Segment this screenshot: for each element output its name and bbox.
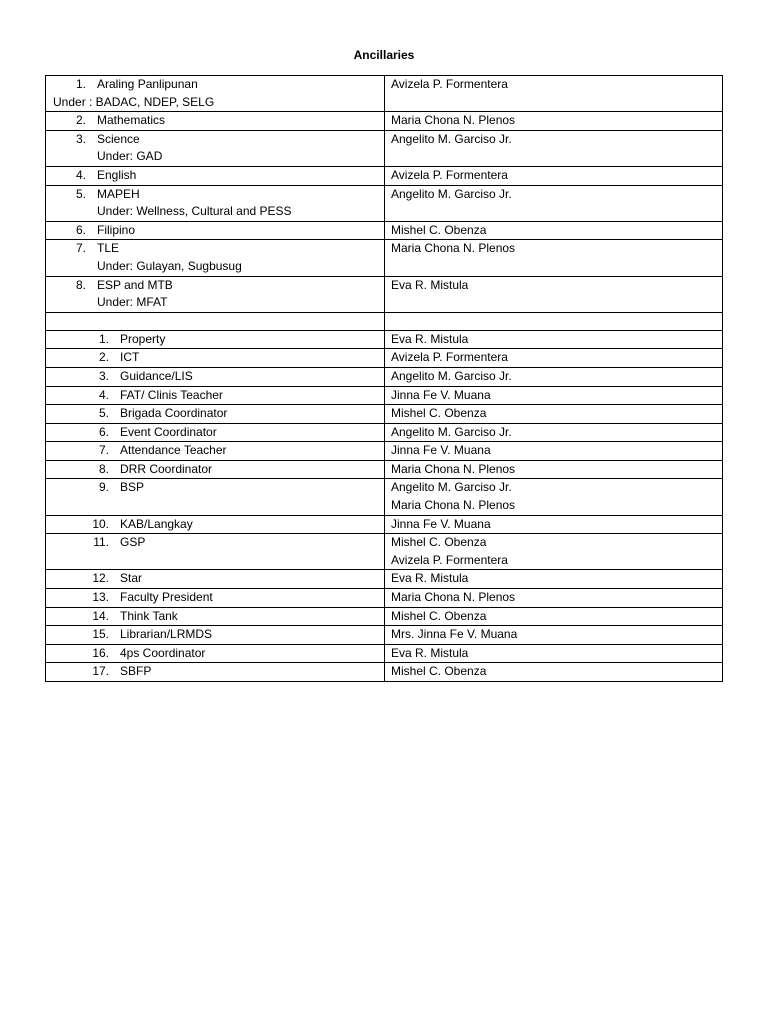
assignee-cell [385,221,723,240]
spacer-row [46,312,723,330]
item-number: 12. [92,571,109,586]
item-number: 3. [98,368,109,383]
subject-line [46,186,384,204]
table-row [46,607,723,626]
item-number: 10. [92,516,109,531]
ancillary-cell [46,405,385,424]
ancillary-label: KAB/Langkay [120,516,193,531]
subject-under-note: Under: MFAT [97,295,168,310]
table-row [46,515,723,534]
assignee-name: Maria Chona N. Plenos [391,113,516,128]
table-row [46,663,723,682]
assignee-name: Maria Chona N. Plenos [391,241,516,256]
ancillary-label: Guidance/LIS [120,368,193,383]
ancillary-cell [46,534,385,570]
ancillary-cell [46,442,385,461]
ancillary-line [46,570,384,588]
assignee-name: Angelito M. Garciso Jr. [391,480,512,495]
assignee-name: Mrs. Jinna Fe V. Muana [391,627,518,642]
assignee-cell [385,405,723,424]
assignee-name: Mishel C. Obenza [391,608,487,623]
assignee-name: Maria Chona N. Plenos [391,590,516,605]
empty-cell [46,312,385,330]
ancillary-label: Star [120,571,143,586]
subject-under-note: Under: GAD [97,149,163,164]
ancillary-line [46,663,384,681]
assignee-name: Mishel C. Obenza [391,535,487,550]
subject-line [46,131,384,149]
item-number: 4. [98,387,109,402]
ancillary-line [46,405,384,423]
table-row [46,240,723,276]
table-row [46,276,723,312]
assignee-cell [385,479,723,515]
table-row [46,130,723,166]
item-number: 6. [98,424,109,439]
item-number: 8. [75,277,86,292]
ancillary-line [46,516,384,534]
ancillary-cell [46,349,385,368]
ancillary-line [46,368,384,386]
assignee-cell [385,185,723,221]
ancillary-line [46,534,384,552]
assignee-name: Avizela P. Formentera [391,552,508,567]
assignee-cell [385,349,723,368]
subject-label: English [97,167,137,182]
ancillary-label: Think Tank [120,608,178,623]
ancillary-line [46,479,384,497]
table-row [46,405,723,424]
subject-cell [46,276,385,312]
ancillary-line [46,626,384,644]
subject-cell [46,76,385,112]
assignee-cell [385,423,723,442]
subject-cell [46,130,385,166]
item-number: 13. [92,590,109,605]
ancillary-line [46,461,384,479]
ancillary-label: GSP [120,535,146,550]
assignee-cell [385,76,723,112]
table-row [46,386,723,405]
subject-cell [46,240,385,276]
ancillary-cell [46,386,385,405]
ancillary-cell [46,460,385,479]
ancillary-label: Event Coordinator [120,424,217,439]
table-row [46,479,723,515]
subject-line [46,222,384,240]
assignee-name: Avizela P. Formentera [391,77,508,91]
assignee-name: Maria Chona N. Plenos [391,461,516,476]
table-row [46,76,723,112]
subject-label: TLE [97,241,120,256]
assignee-name: Mishel C. Obenza [391,406,487,421]
assignee-name: Eva R. Mistula [391,645,469,660]
ancillary-cell [46,589,385,608]
assignee-cell [385,240,723,276]
assignee-name: Avizela P. Formentera [391,350,508,365]
ancillary-label: DRR Coordinator [120,461,213,476]
subject-cell [46,112,385,131]
item-number: 7. [75,241,86,256]
table-row [46,221,723,240]
item-number: 15. [92,627,109,642]
ancillary-line [46,608,384,626]
ancillary-label: Faculty President [120,590,213,605]
ancillary-line [46,349,384,367]
subject-line [46,167,384,185]
table-row [46,166,723,185]
item-number: 2. [75,113,86,128]
assignee-cell [385,663,723,682]
ancillary-label: 4ps Coordinator [120,645,206,660]
subject-cell [46,185,385,221]
subject-under-note: Under: Gulayan, Sugbusug [97,258,242,273]
assignee-cell [385,367,723,386]
assignee-name: Angelito M. Garciso Jr. [391,424,512,439]
item-number: 4. [75,167,86,182]
ancillary-cell [46,626,385,645]
table-row [46,626,723,645]
ancillary-line [46,424,384,442]
item-number: 6. [75,222,86,237]
subject-under-note: Under : BADAC, NDEP, SELG [53,94,215,109]
table-row [46,460,723,479]
assignee-name: Maria Chona N. Plenos [391,498,516,513]
subject-label: Mathematics [97,113,166,128]
ancillaries-table [45,75,723,682]
item-number: 5. [98,406,109,421]
assignee-cell [385,386,723,405]
assignee-name: Eva R. Mistula [391,571,469,586]
assignee-cell [385,460,723,479]
ancillary-cell [46,330,385,349]
ancillary-cell [46,423,385,442]
table-row [46,330,723,349]
page-title: Ancillaries [353,48,415,62]
assignee-name: Angelito M. Garciso Jr. [391,368,512,383]
assignee-cell [385,534,723,570]
subject-label: ESP and MTB [97,277,173,292]
item-number: 2. [98,350,109,365]
item-number: 14. [92,608,109,623]
subject-line [46,277,384,295]
ancillary-line [46,387,384,405]
assignee-cell [385,607,723,626]
assignee-cell [385,515,723,534]
subject-under-note: Under: Wellness, Cultural and PESS [97,204,292,219]
empty-cell [385,312,723,330]
assignee-cell [385,130,723,166]
subject-cell [46,221,385,240]
assignee-cell [385,644,723,663]
assignee-cell [385,570,723,589]
ancillary-cell [46,515,385,534]
assignee-name: Mishel C. Obenza [391,664,487,679]
table-row [46,349,723,368]
ancillary-label: ICT [120,350,140,365]
ancillary-cell [46,663,385,682]
assignee-name: Eva R. Mistula [391,331,469,346]
ancillary-line [46,589,384,607]
ancillary-label: BSP [120,480,145,495]
ancillary-label: Brigada Coordinator [120,406,228,421]
subject-cell [46,166,385,185]
ancillary-line [46,331,384,349]
ancillary-cell [46,607,385,626]
ancillary-line [46,645,384,663]
assignee-cell [385,626,723,645]
item-number: 7. [98,443,109,458]
item-number: 8. [98,461,109,476]
ancillary-label: Property [120,331,166,346]
subject-line [46,112,384,130]
assignee-name: Jinna Fe V. Muana [391,516,491,531]
subject-label: Araling Panlipunan [97,77,198,91]
assignee-name: Avizela P. Formentera [391,167,508,182]
ancillary-label: FAT/ Clinis Teacher [120,387,223,402]
subject-label: MAPEH [97,186,140,201]
item-number: 11. [93,535,109,550]
assignee-cell [385,589,723,608]
table-row [46,570,723,589]
table-row [46,367,723,386]
item-number: 1. [98,331,109,346]
item-number: 3. [75,131,86,146]
assignee-cell [385,276,723,312]
assignee-name: Angelito M. Garciso Jr. [391,131,512,146]
assignee-name: Eva R. Mistula [391,277,469,292]
ancillary-label: SBFP [120,664,152,679]
ancillary-cell [46,479,385,515]
assignee-name: Jinna Fe V. Muana [391,443,491,458]
subject-line [46,240,384,258]
subject-label: Filipino [97,222,136,237]
ancillary-label: Attendance Teacher [120,443,227,458]
ancillary-cell [46,367,385,386]
table-row [46,589,723,608]
item-number: 1. [75,77,86,91]
ancillary-line [46,442,384,460]
ancillary-label: Librarian/LRMDS [120,627,213,642]
table-row [46,442,723,461]
ancillary-cell [46,644,385,663]
ancillary-cell [46,570,385,589]
assignee-name: Mishel C. Obenza [391,222,487,237]
assignee-cell [385,330,723,349]
item-number: 16. [92,645,109,660]
item-number: 17. [92,664,109,679]
subject-label: Science [97,131,140,146]
subject-line [46,76,384,94]
assignee-cell [385,442,723,461]
assignee-name: Angelito M. Garciso Jr. [391,186,512,201]
assignee-name: Jinna Fe V. Muana [391,387,491,402]
table-row [46,185,723,221]
item-number: 5. [75,186,86,201]
assignee-cell [385,112,723,131]
assignee-cell [385,166,723,185]
table-row [46,112,723,131]
table-body [46,76,723,682]
table-row [46,423,723,442]
item-number: 9. [98,480,109,495]
table-row [46,644,723,663]
table-row [46,534,723,570]
